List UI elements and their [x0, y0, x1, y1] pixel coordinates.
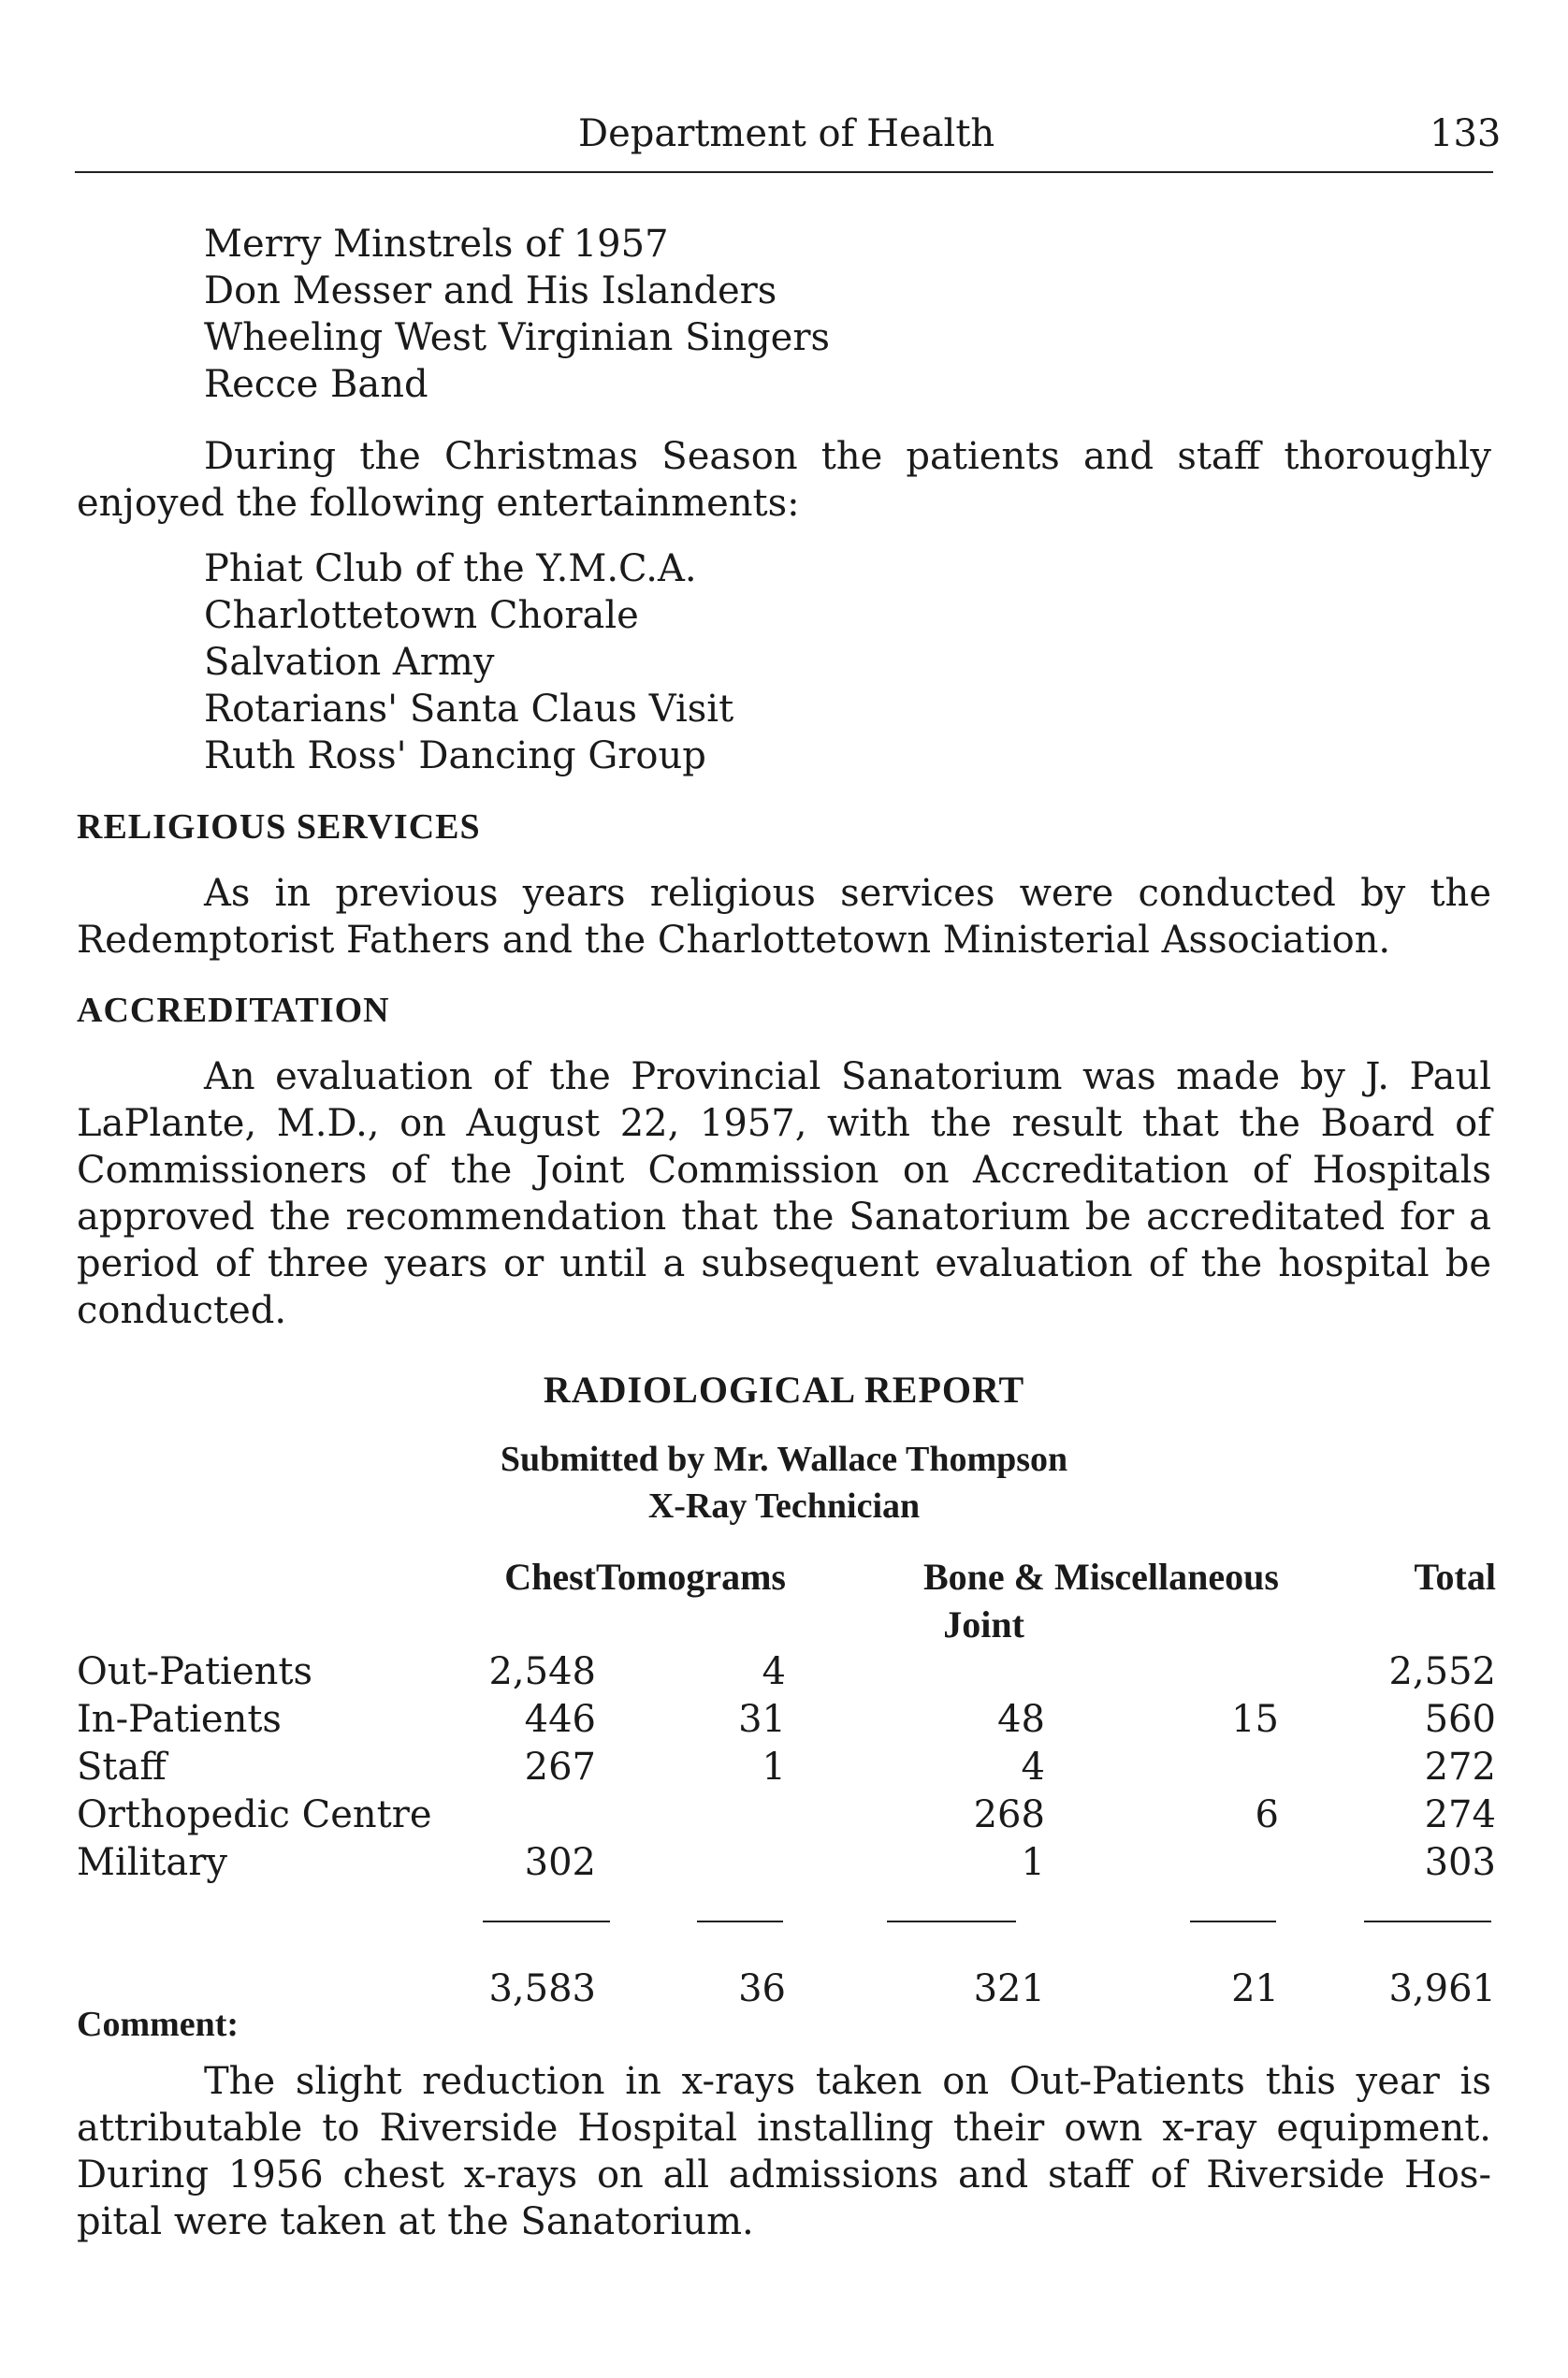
cell [1045, 1841, 1279, 1889]
total-cell: 36 [738, 1967, 786, 2010]
list-item: Wheeling West Virginian Singers [204, 316, 830, 359]
comment-heading: Comment: [77, 2005, 240, 2044]
table-spacer-row [77, 1889, 1496, 1967]
cell: 560 [1424, 1698, 1496, 1741]
cell [1045, 1746, 1279, 1793]
religious-line-2: Redemptorist Fathers and the Charlottetown Ministerial Association. [77, 919, 1391, 962]
total-rule [697, 1921, 783, 1922]
cell: 274 [1424, 1793, 1496, 1836]
table-header-row [77, 1555, 1496, 1602]
list-item: Recce Band [204, 363, 428, 406]
cell [1045, 1650, 1279, 1698]
cell: 31 [738, 1698, 786, 1741]
cell [596, 1841, 786, 1889]
table-row [77, 1698, 1496, 1746]
column-header-tomograms: Tomograms [596, 1556, 786, 1598]
accreditation-line-1: An evaluation of the Provincial Sanatorium was made by J. Paul [204, 1055, 1491, 1098]
page-number: 133 [1430, 112, 1502, 155]
accreditation-heading: ACCREDITATION [77, 991, 390, 1030]
cell: 4 [1021, 1746, 1045, 1789]
cell: 302 [524, 1841, 596, 1884]
cell: 303 [1424, 1841, 1496, 1884]
total-cell: 3,961 [1388, 1967, 1496, 2010]
total-cell: 3,583 [488, 1967, 596, 2010]
xray-table [77, 1555, 1496, 2015]
cell: 2,552 [1388, 1650, 1496, 1693]
column-header-joint: Joint [943, 1603, 1024, 1646]
list-item: Phiat Club of the Y.M.C.A. [204, 547, 697, 590]
list-item: Ruth Ross' Dancing Group [204, 734, 706, 777]
cell: 4 [762, 1650, 786, 1693]
comment-line-1: The slight reduction in x-rays taken on Out-Patients this year is [204, 2060, 1491, 2103]
row-label: Staff [77, 1746, 167, 1789]
total-cell: 21 [1231, 1967, 1279, 2010]
header-rule [75, 171, 1493, 173]
column-header-total: Total [1414, 1556, 1496, 1598]
accreditation-line-6: conducted. [77, 1289, 287, 1332]
comment-line-2: attributable to Riverside Hospital installing their own x-ray equipment. [77, 2107, 1491, 2150]
list-item: Salvation Army [204, 641, 495, 684]
religious-line-1: As in previous years religious services were conducted by the [204, 872, 1491, 915]
column-header-chest: Chest [504, 1556, 596, 1598]
total-rule [1190, 1921, 1276, 1922]
table-totals-row [77, 1967, 1496, 2015]
total-rule [1364, 1921, 1491, 1922]
cell: 267 [524, 1746, 596, 1789]
table-header-sub-row [77, 1602, 1496, 1650]
row-label: In-Patients [77, 1698, 282, 1741]
column-header-bone-joint: Bone & [922, 1556, 1045, 1598]
christmas-para-line-2: enjoyed the following entertainments: [77, 482, 800, 525]
table-row [77, 1793, 1496, 1841]
cell [446, 1793, 596, 1841]
comment-line-4: pital were taken at the Sanatorium. [77, 2200, 754, 2243]
total-rule [483, 1921, 610, 1922]
table-row [77, 1746, 1496, 1793]
report-submitted-by: Submitted by Mr. Wallace Thompson [500, 1440, 1068, 1479]
cell: 1 [1021, 1841, 1045, 1884]
cell [596, 1793, 786, 1841]
row-label: Military [77, 1841, 227, 1884]
cell: 6 [1255, 1793, 1279, 1836]
accreditation-line-4: approved the recommendation that the Sanatorium be accreditated for a [77, 1196, 1491, 1239]
christmas-para-line-1: During the Christmas Season the patients and staff thoroughly [204, 435, 1491, 478]
cell: 48 [997, 1698, 1045, 1741]
accreditation-line-5: period of three years or until a subsequent evaluation of the hospital be [77, 1242, 1491, 1285]
total-cell: 321 [973, 1967, 1045, 2010]
list-item: Merry Minstrels of 1957 [204, 223, 669, 266]
table-row [77, 1650, 1496, 1698]
list-item: Charlottetown Chorale [204, 594, 639, 637]
report-role: X-Ray Technician [647, 1486, 921, 1526]
accreditation-line-3: Commissioners of the Joint Commission on Accreditation of Hospitals [77, 1149, 1491, 1192]
cell: 272 [1424, 1746, 1496, 1789]
comment-line-3: During 1956 chest x-rays on all admissions and staff of Riverside Hos- [77, 2153, 1491, 2197]
column-header-miscellaneous: Miscellaneous [1053, 1556, 1279, 1598]
row-label: Out-Patients [77, 1650, 313, 1693]
cell: 2,548 [488, 1650, 596, 1693]
cell: 268 [973, 1793, 1045, 1836]
list-item: Don Messer and His Islanders [204, 269, 777, 312]
total-rule [887, 1921, 1016, 1922]
row-label: Orthopedic Centre [77, 1793, 432, 1836]
religious-services-heading: RELIGIOUS SERVICES [77, 807, 481, 847]
column-header-blank [77, 1555, 446, 1602]
list-item: Rotarians' Santa Claus Visit [204, 688, 734, 731]
cell: 446 [524, 1698, 596, 1741]
report-title: RADIOLOGICAL REPORT [543, 1369, 1025, 1411]
running-header-title: Department of Health [578, 112, 995, 155]
accreditation-line-2: LaPlante, M.D., on August 22, 1957, with the result that the Board of [77, 1102, 1491, 1145]
cell [786, 1650, 1045, 1698]
cell: 1 [762, 1746, 786, 1789]
table-row [77, 1841, 1496, 1889]
cell: 15 [1231, 1698, 1279, 1741]
